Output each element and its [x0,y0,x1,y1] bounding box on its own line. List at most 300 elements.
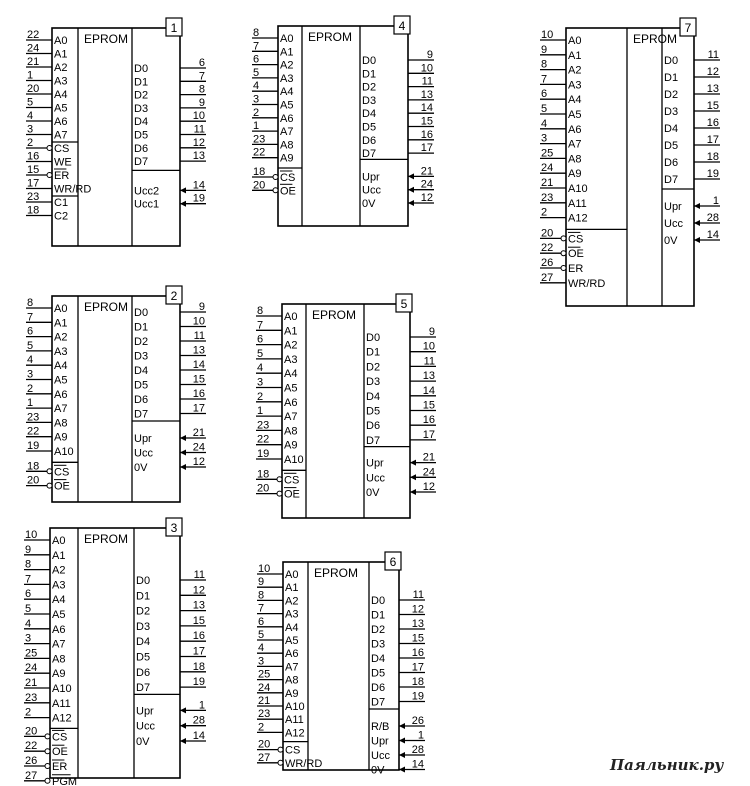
pin-label: A5 [54,374,68,387]
eprom-chip-1 [26,18,206,246]
pin-label: CS [54,143,70,155]
pin-label: A1 [285,582,299,595]
pin-label: A4 [280,86,294,99]
pin-label: D0 [664,55,679,67]
power-arrow [408,173,414,179]
pin-number: 13 [192,599,205,612]
pin-number: 4 [27,354,34,367]
power-arrow [180,738,186,744]
pin-number: 9 [198,96,205,109]
pin-number: 1 [257,405,264,418]
pin-label: 0V [134,462,148,474]
pin-label: CS [285,744,301,757]
pin-number: 23 [258,708,271,721]
power-arrow [399,723,405,729]
power-arrow [180,187,186,193]
pin-label: A2 [52,564,66,577]
pin-number: 15 [706,100,719,112]
pin-label: A4 [54,360,68,373]
pin-label: A9 [52,668,66,681]
pin-label: D1 [362,68,377,81]
inversion-bubble [45,778,50,783]
pin-label: D1 [366,346,381,359]
pin-label: WR/RD [285,757,323,770]
pin-label: A5 [568,109,582,121]
pin-label: CS [284,474,300,487]
pin-label: A0 [284,311,298,323]
pin-number: 23 [27,191,40,203]
pin-number: 8 [25,558,32,571]
power-arrow [180,450,186,456]
pin-number: 20 [25,725,38,738]
pin-label: A6 [52,623,66,636]
pin-label: CS [54,466,70,479]
pin-number: 27 [541,271,554,284]
pin-number: 24 [420,178,433,191]
pin-number: 19 [706,168,719,180]
pin-label: A12 [52,712,72,725]
pin-number: 10 [25,529,38,541]
pin-number: 17 [192,402,205,415]
pin-label: D2 [366,361,381,374]
pin-label: A8 [280,139,294,152]
pin-number: 9 [198,301,205,313]
pin-number: 1 [198,699,205,712]
pin-label: D0 [136,575,151,587]
pin-number: 7 [27,311,34,324]
pin-label: D0 [371,595,386,607]
pin-label: 0V [371,764,385,777]
pin-number: 7 [25,573,32,586]
pin-label: ER [54,170,70,182]
chip-title: EPROM [312,308,357,322]
pin-label: D1 [371,609,386,622]
pin-label: D6 [134,142,149,155]
pin-number: 3 [258,655,265,668]
pin-number: 1 [417,729,424,742]
pin-number: 16 [192,388,205,400]
pin-number: 13 [192,344,205,357]
pin-label: D3 [366,376,381,389]
pin-number: 28 [192,714,205,727]
pin-label: C2 [54,210,69,223]
pin-label: Ucc [371,750,390,762]
pin-label: A2 [284,339,298,352]
pin-label: A6 [54,116,68,128]
pin-label: A9 [568,168,582,181]
pin-number: 12 [192,136,205,149]
pin-label: A11 [52,697,71,710]
pin-label: D5 [366,405,381,418]
pin-label: A0 [568,35,582,47]
power-arrow [180,723,186,729]
pin-label: A2 [285,595,299,608]
pin-label: A9 [54,431,68,444]
inversion-bubble [561,236,566,241]
pin-number: 16 [411,647,424,659]
pin-number: 17 [411,661,424,674]
pin-number: 11 [193,123,205,136]
inversion-bubble [561,251,566,256]
pin-label: D1 [134,76,149,89]
pin-number: 2 [258,721,265,734]
pin-number: 8 [257,305,264,317]
pin-label: A7 [54,403,68,416]
inversion-bubble [47,469,52,474]
pin-number: 5 [541,103,548,115]
pin-label: Ucc [136,720,155,733]
pin-number: 2 [257,390,264,403]
pin-label: D6 [371,682,386,694]
pin-label: A7 [52,638,66,651]
pin-label: A6 [568,123,582,136]
pin-label: A3 [52,579,66,592]
pin-label: A1 [284,325,298,338]
pin-number: 21 [25,677,38,689]
pin-label: D1 [664,72,679,84]
pin-label: ER [568,263,584,275]
pin-label: A1 [54,48,68,61]
pin-label: A10 [568,183,588,195]
watermark: Паяльник.ру [610,756,724,774]
pin-label: A8 [284,425,298,438]
chip-body [282,304,410,518]
inversion-bubble [47,483,52,488]
pin-number: 3 [541,132,548,145]
pin-label: A9 [284,439,298,452]
pin-label: WE [54,156,72,169]
pin-label: C1 [54,197,69,209]
inversion-bubble [278,760,283,765]
pin-number: 14 [422,384,435,397]
pin-label: Ucc [134,447,153,460]
eprom-chip-4 [252,16,434,226]
chip-title: EPROM [84,532,129,546]
pin-label: Upr [362,171,380,184]
pin-label: D4 [362,108,377,121]
pin-number: 15 [422,399,435,412]
eprom-chip-3 [24,518,206,786]
chip-body [52,28,180,246]
pin-number: 1 [27,69,34,82]
pin-label: A3 [280,72,294,85]
pin-number: 10 [420,62,433,75]
pin-number: 9 [25,543,32,556]
pin-label: A2 [568,64,582,77]
pin-label: A11 [568,197,587,210]
pin-number: 6 [198,57,205,69]
pin-number: 5 [258,629,265,641]
pin-number: 25 [25,647,38,660]
pin-label: Ucc [664,218,683,230]
inversion-bubble [47,173,52,178]
pin-label: D3 [136,620,151,633]
power-arrow [694,203,700,209]
pin-number: 19 [257,448,270,460]
power-arrow [410,489,416,495]
pin-number: 20 [27,474,40,487]
pin-number: 11 [193,330,205,342]
pin-label: A0 [54,35,68,47]
pin-number: 6 [257,333,264,346]
pin-number: 16 [192,630,205,643]
power-arrow [180,707,186,713]
pin-number: 3 [253,93,260,106]
pin-label: D0 [134,307,149,319]
pin-number: 21 [192,427,205,439]
pin-number: 9 [426,49,433,61]
pin-label: A6 [284,396,298,409]
inversion-bubble [277,477,282,482]
pin-number: 18 [257,468,270,481]
pin-number: 2 [27,137,34,149]
pin-label: A0 [52,535,66,547]
pin-number: 16 [420,128,433,141]
pin-label: D4 [664,123,679,135]
power-arrow [180,435,186,441]
pin-label: D7 [366,434,381,447]
pin-label: D4 [366,390,381,403]
pin-number: 2 [541,206,548,219]
pin-number: 8 [541,58,548,71]
inversion-bubble [45,734,50,739]
pin-number: 16 [422,414,435,427]
power-arrow [180,201,186,207]
pin-number: 23 [541,191,554,204]
pin-label: A5 [285,635,299,647]
pin-number: 23 [253,133,266,146]
pin-label: A11 [285,714,304,727]
pin-number: 20 [258,738,271,751]
pin-number: 6 [25,588,32,601]
pin-label: D5 [136,651,151,664]
pin-number: 13 [192,150,205,163]
pin-number: 19 [27,440,40,452]
pin-number: 12 [422,481,435,493]
pin-number: 24 [27,42,40,55]
pin-number: 4 [25,617,32,630]
pin-number: 10 [258,563,271,575]
chip-title: EPROM [633,32,678,46]
pin-number: 20 [541,227,554,240]
pin-number: 8 [258,589,265,602]
pin-label: A8 [52,653,66,666]
pin-number: 17 [27,177,40,190]
pin-number: 17 [706,134,719,146]
pin-number: 11 [412,589,424,601]
pin-label: A3 [284,353,298,366]
pin-label: A5 [54,102,68,115]
pin-number: 23 [27,411,40,424]
chip-title: EPROM [84,300,129,314]
pin-number: 24 [192,441,205,454]
pin-number: 13 [706,83,719,95]
pin-label: A5 [284,382,298,395]
pin-label: A4 [285,621,299,634]
pin-label: A1 [568,49,582,62]
pin-label: A0 [280,33,294,45]
pin-label: D7 [134,408,149,421]
power-arrow [694,220,700,226]
pin-number: 10 [541,29,554,41]
power-arrow [180,464,186,470]
power-arrow [408,200,414,206]
eprom-chip-2 [26,286,206,502]
pin-label: Ucc1 [134,198,160,211]
pin-number: 19 [411,690,424,703]
pin-number: 9 [258,576,265,589]
chip-number: 5 [400,297,408,311]
chip-number: 2 [170,289,178,303]
pin-number: 5 [257,347,264,360]
pin-number: 20 [253,179,266,192]
inversion-bubble [45,749,50,754]
pin-label: D3 [134,350,149,363]
pin-label: A2 [280,59,294,72]
pin-label: D2 [371,624,386,636]
pin-label: 0V [136,736,150,748]
pin-number: 3 [27,368,34,381]
chip-title: EPROM [84,32,129,46]
pin-number: 13 [420,88,433,101]
pin-number: 6 [258,615,265,628]
chip-number: 3 [170,521,178,535]
pin-number: 27 [25,769,38,782]
pin-number: 1 [712,195,719,207]
pin-label: A10 [54,446,74,458]
pin-number: 24 [258,681,271,694]
pin-number: 14 [192,730,205,742]
pin-label: A9 [280,152,294,165]
pin-label: OE [284,488,300,501]
pin-label: Ucc2 [134,185,160,198]
pin-label: A3 [285,608,299,621]
pin-label: D5 [362,121,377,134]
pin-label: D6 [664,157,679,169]
pin-label: CS [568,233,584,246]
pin-label: D5 [134,129,149,142]
pin-number: 15 [420,115,433,128]
pin-label: A0 [54,303,68,315]
chip-number: 1 [170,21,178,35]
pin-label: D1 [136,590,151,603]
pin-number: 25 [541,147,554,160]
pin-number: 12 [420,192,433,204]
pin-number: 14 [192,359,205,371]
chip-number: 4 [398,19,406,33]
pin-label: 0V [362,198,376,210]
pin-number: 19 [192,676,205,689]
power-arrow [399,752,405,758]
pin-label: D1 [134,321,149,334]
pin-number: 12 [706,66,719,78]
pin-number: 11 [707,49,719,61]
pin-number: 25 [258,668,271,681]
pin-number: 14 [192,179,205,192]
pin-number: 18 [253,166,266,178]
pin-label: A10 [52,683,72,695]
pin-label: D2 [362,81,377,94]
pin-label: A3 [568,79,582,92]
pin-label: D3 [371,638,386,651]
pin-label: A9 [285,687,299,700]
pin-label: CS [280,172,296,184]
pin-label: D5 [134,379,149,392]
pin-label: A1 [52,549,66,562]
pin-label: A6 [285,648,299,661]
inversion-bubble [45,764,50,769]
chip-number: 7 [684,21,692,35]
pin-number: 8 [27,297,34,309]
pin-label: D7 [664,174,679,186]
pin-number: 21 [258,695,271,707]
pin-number: 20 [257,482,270,495]
pin-label: D0 [362,55,377,67]
pin-label: WR/RD [54,183,92,196]
pin-number: 26 [541,257,554,269]
pin-number: 27 [258,751,271,764]
pin-label: Upr [371,735,389,748]
pin-label: A3 [54,345,68,358]
pin-number: 15 [192,614,205,627]
pin-number: 4 [253,80,260,93]
pin-label: OE [568,248,584,261]
pin-number: 21 [27,56,40,68]
pin-number: 5 [253,66,260,79]
power-arrow [408,187,414,193]
pin-number: 7 [541,73,548,86]
pin-label: D0 [134,63,149,75]
pin-number: 16 [706,117,719,129]
pin-number: 5 [25,603,32,615]
pin-number: 22 [27,425,40,438]
pin-number: 8 [253,27,260,39]
pin-label: A7 [280,126,294,139]
pin-label: D7 [371,696,386,709]
pin-label: A8 [54,417,68,430]
pin-number: 12 [411,603,424,616]
pin-label: Ucc [362,184,381,197]
pin-number: 2 [27,382,34,395]
inversion-bubble [47,146,52,151]
pin-label: A4 [568,94,582,107]
pin-label: Upr [366,457,384,470]
inversion-bubble [561,266,566,271]
pin-label: D0 [366,332,381,344]
pin-label: D6 [366,420,381,433]
chip-body [50,528,180,778]
pin-label: A4 [54,89,68,101]
pin-label: OE [280,185,296,198]
pin-number: 9 [428,326,435,338]
pin-label: D6 [134,394,149,406]
pin-label: A10 [284,454,304,466]
pin-number: 4 [258,642,265,655]
pin-label: Ucc [366,472,385,485]
pin-label: D7 [134,156,149,169]
pin-number: 26 [25,755,38,767]
power-arrow [694,237,700,243]
pin-label: A0 [285,569,299,581]
pin-label: D6 [362,134,377,147]
chip-title: EPROM [314,566,359,580]
pin-number: 15 [411,632,424,645]
pin-label: A8 [285,674,299,687]
pin-label: D5 [371,667,386,680]
pin-number: 3 [25,632,32,645]
pin-number: 13 [411,618,424,630]
chip-body [278,26,408,226]
